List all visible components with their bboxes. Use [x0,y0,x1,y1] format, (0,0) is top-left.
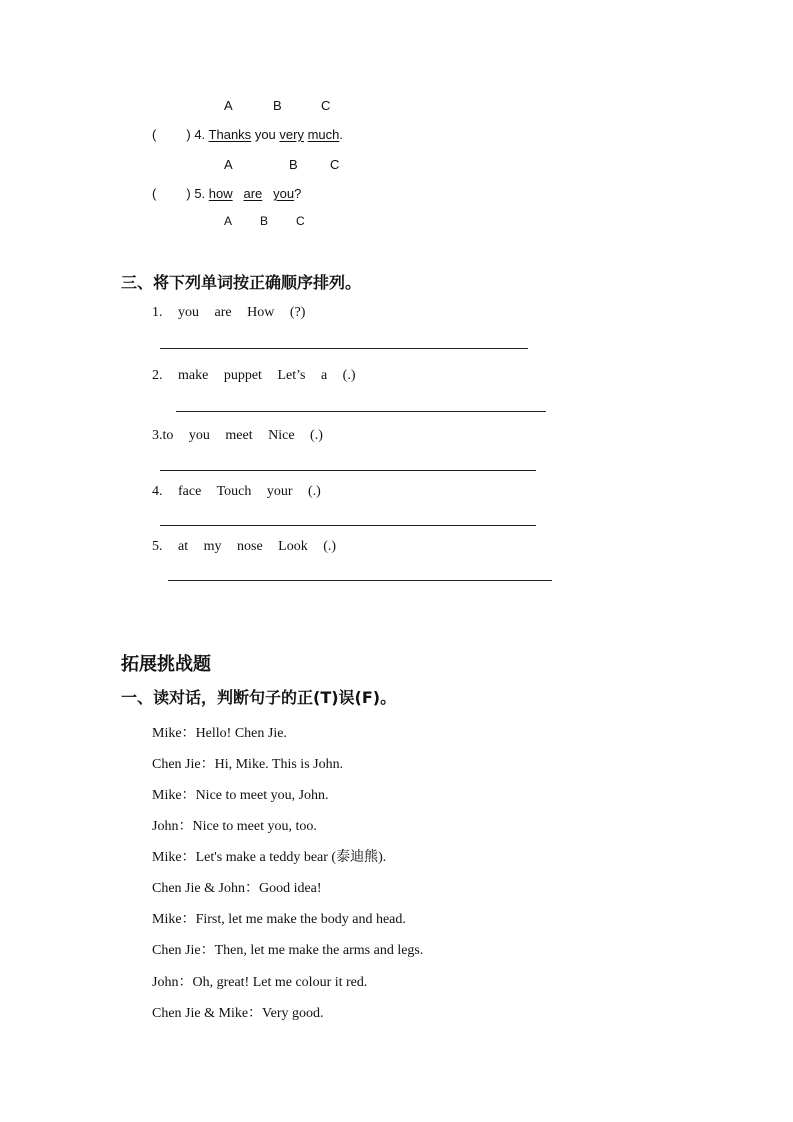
dialogue-line [152,939,423,959]
word: make [178,368,209,383]
speech: Nice to meet you, John. [195,788,329,803]
word: you [178,305,199,320]
option-a: A [224,98,233,113]
word: Look (.) [278,539,337,554]
speech: Hi, Mike. This is John. [214,757,344,772]
item-number: 5. [194,186,206,201]
answer-paren-close: ) [186,186,191,201]
item-number: 5. [152,539,163,554]
word-a: Thanks [208,127,252,142]
speaker: John： [152,819,193,834]
dialogue-line [152,971,367,991]
item-5-row [152,186,301,201]
word: my [203,539,222,554]
answer-paren-open: ( [152,186,157,201]
item-number: 4. [194,127,206,142]
option-b: B [260,214,269,228]
reorder-item-1 [152,305,305,321]
dialogue-line [152,846,386,866]
speaker: Chen Jie： [152,757,215,772]
word: Touch [216,484,252,499]
word: you [188,428,210,443]
reorder-item-4 [152,484,321,500]
word: How (?) [247,305,306,320]
speaker: John： [152,975,193,990]
word: at [178,539,189,554]
speech: Then, let me make the arms and legs. [214,943,424,958]
answer-paren-open: ( [152,127,157,142]
word-a: how [208,186,233,201]
option-c: C [296,214,305,228]
word: nose [237,539,263,554]
item-4-row [152,127,343,142]
item-number: 2. [152,368,163,383]
answer-line-2[interactable] [176,411,546,412]
dialogue-line [152,815,317,835]
option-c: C [321,98,331,113]
word: puppet [223,368,262,383]
option-c: C [330,157,340,172]
dialogue-line [152,753,343,773]
speech: Oh, great! Let me colour it red. [192,975,368,990]
word-c: you [273,186,295,201]
reorder-item-2 [152,368,355,384]
dialogue-line [152,784,329,804]
option-a: A [224,157,233,172]
extension-title: 拓展挑战题 [121,654,211,675]
word-b: very [279,127,304,142]
word-c: much [307,127,340,142]
answer-paren-close: ) [186,127,191,142]
speech: Very good. [262,1006,324,1021]
item-number: 1. [152,305,163,320]
reorder-item-3 [152,428,323,444]
speech: Hello! Chen Jie. [195,726,287,741]
item-number: 3. [152,428,163,443]
word: you [254,127,276,142]
punctuation: . [339,127,344,142]
word: a (.) [320,368,356,383]
answer-line-3[interactable] [160,470,536,471]
word: your (.) [266,484,321,499]
word-b: are [243,186,263,201]
word: meet [225,428,253,443]
speech: First, let me make the body and head. [195,912,406,927]
reorder-item-5 [152,539,336,555]
speaker: Chen Jie & Mike： [152,1006,263,1021]
option-b: B [289,157,298,172]
speech: Let's make a teddy bear (泰迪熊). [195,850,387,865]
dialogue-line [152,877,322,897]
section-three-title: 三、将下列单词按正确顺序排列。 [121,273,362,292]
option-a: A [224,214,233,228]
speaker: Mike： [152,788,196,803]
speaker: Chen Jie： [152,943,215,958]
speech: Good idea! [258,881,322,896]
dialogue-line [152,722,287,742]
punctuation: ? [294,186,302,201]
speaker: Mike： [152,912,196,927]
answer-line-1[interactable] [160,348,528,349]
word: Let’s [277,368,306,383]
speech: Nice to meet you, too. [192,819,317,834]
item-number: 4. [152,484,163,499]
extension-subtitle: 一、读对话，判断句子的正(T)误(F)。 [121,688,397,707]
speaker: Mike： [152,850,196,865]
dialogue-line [152,908,406,928]
option-b: B [273,98,282,113]
word: to [162,428,174,443]
answer-line-4[interactable] [160,525,536,526]
word: are [214,305,232,320]
answer-line-5[interactable] [168,580,552,581]
word: Nice (.) [268,428,323,443]
speaker: Chen Jie & John： [152,881,259,896]
speaker: Mike： [152,726,196,741]
dialogue-line [152,1002,323,1022]
word: face [178,484,202,499]
